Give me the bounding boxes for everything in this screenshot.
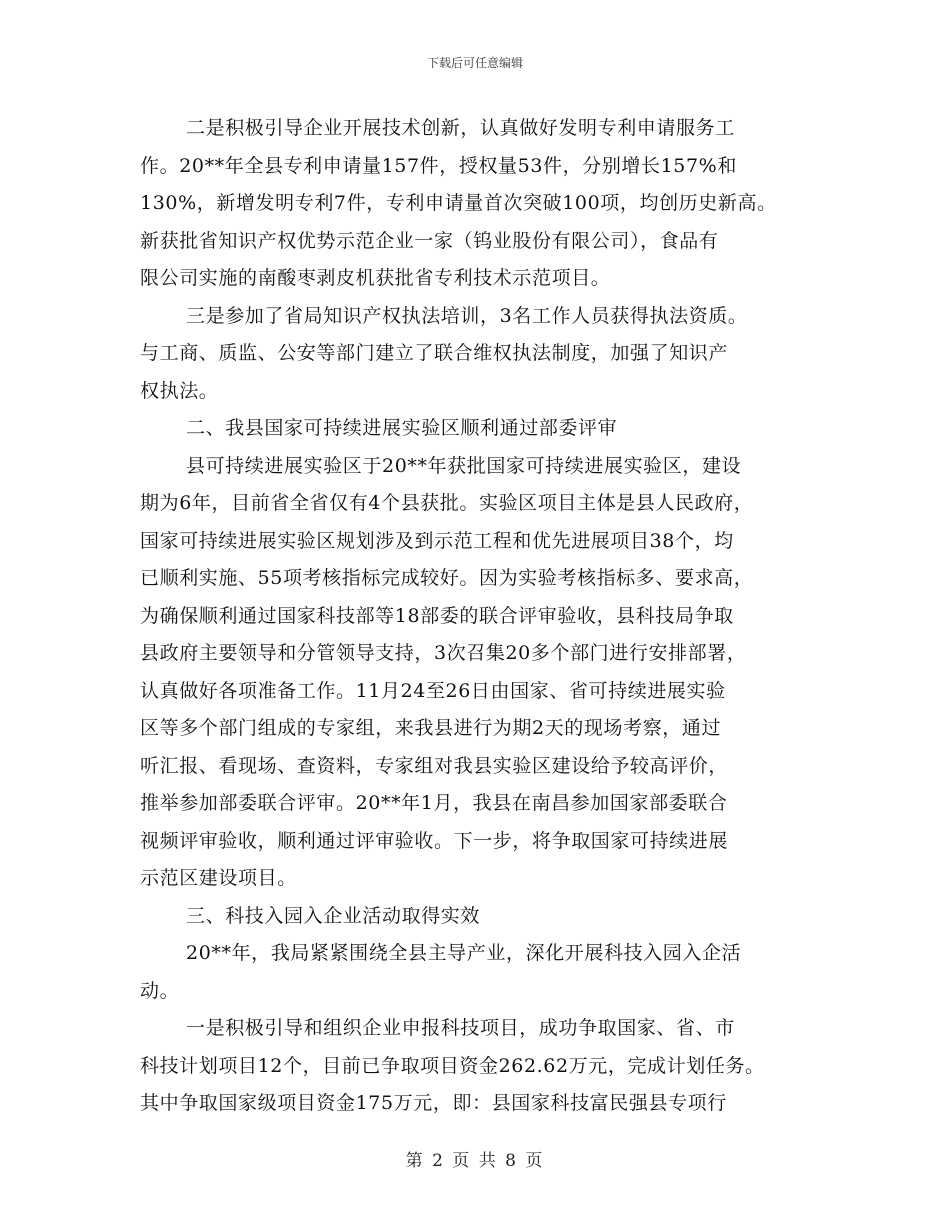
- page-number: 第 2 页 共 8 页: [405, 1151, 545, 1171]
- paragraph-line: 县政府主要领导和分管领导支持，3次召集20多个部门进行安排部署，: [140, 642, 747, 664]
- paragraph-line: 国家可持续进展实验区规划涉及到示范工程和优先进展项目38个，均: [140, 529, 734, 552]
- paragraph-line: 一是积极引导和组织企业申报科技项目，成功争取国家、省、市: [186, 1017, 735, 1039]
- paragraph-line: 科技计划项目12个，目前已争取项目资金262.62万元，完成计划任务。: [140, 1054, 765, 1077]
- paragraph-line: 已顺利实施、55项考核指标完成较好。因为实验考核指标多、要求高，: [140, 567, 754, 589]
- paragraph-line: 为确保顺利通过国家科技部等18部委的联合评审验收，县科技局争取: [140, 604, 734, 627]
- page-header: 下载后可任意编辑: [426, 56, 523, 70]
- paragraph-line: 其中争取国家级项目资金175万元，即：县国家科技富民强县专项行: [140, 1092, 727, 1114]
- paragraph-line: 20**年，我局紧紧围绕全县主导产业，深化开展科技入园入企活: [186, 942, 742, 964]
- paragraph-line: 推举参加部委联合评审。20**年1月，我县在南昌参加国家部委联合: [140, 792, 728, 814]
- paragraph-line: 听汇报、看现场、查资料，专家组对我县实验区建设给予较高评价，: [140, 754, 729, 777]
- paragraph-line: 二是积极引导企业开展技术创新，认真做好发明专利申请服务工: [186, 117, 735, 139]
- paragraph-line: 130%，新增发明专利7件，专利申请量首次突破100项，均创历史新高。: [140, 192, 777, 214]
- paragraph-line: 视频评审验收，顺利通过评审验收。下一步，将争取国家可持续进展: [140, 829, 729, 852]
- paragraph-line: 与工商、质监、公安等部门建立了联合维权执法制度，加强了知识产: [140, 342, 729, 364]
- section-heading: 二、我县国家可持续进展实验区顺利通过部委评审: [186, 417, 618, 439]
- section-heading: 三、科技入园入企业活动取得实效: [186, 904, 481, 927]
- paragraph-line: 三是参加了省局知识产权执法培训，3名工作人员获得执法资质。: [186, 304, 748, 327]
- paragraph-line: 示范区建设项目。: [140, 867, 297, 889]
- document-body: [140, 110, 840, 1123]
- paragraph-line: 限公司实施的南酸枣剥皮机获批省专利技术示范项目。: [140, 267, 611, 289]
- paragraph-line: 区等多个部门组成的专家组，来我县进行为期2天的现场考察，通过: [140, 717, 722, 739]
- paragraph-line: 作。20**年全县专利申请量157件，授权量53件，分别增长157%和: [140, 154, 737, 177]
- paragraph-line: 新获批省知识产权优势示范企业一家（钨业股份有限公司），食品有: [140, 229, 719, 252]
- paragraph-line: 权执法。: [140, 379, 219, 402]
- paragraph-line: 期为6年，目前省全省仅有4个县获批。实验区项目主体是县人民政府，: [140, 492, 754, 514]
- paragraph-line: 动。: [140, 979, 180, 1002]
- paragraph-line: 县可持续进展实验区于20**年获批国家可持续进展实验区，建设: [186, 454, 742, 477]
- paragraph-line: 认真做好各项准备工作。11月24至26日由国家、省可持续进展实验: [140, 679, 726, 702]
